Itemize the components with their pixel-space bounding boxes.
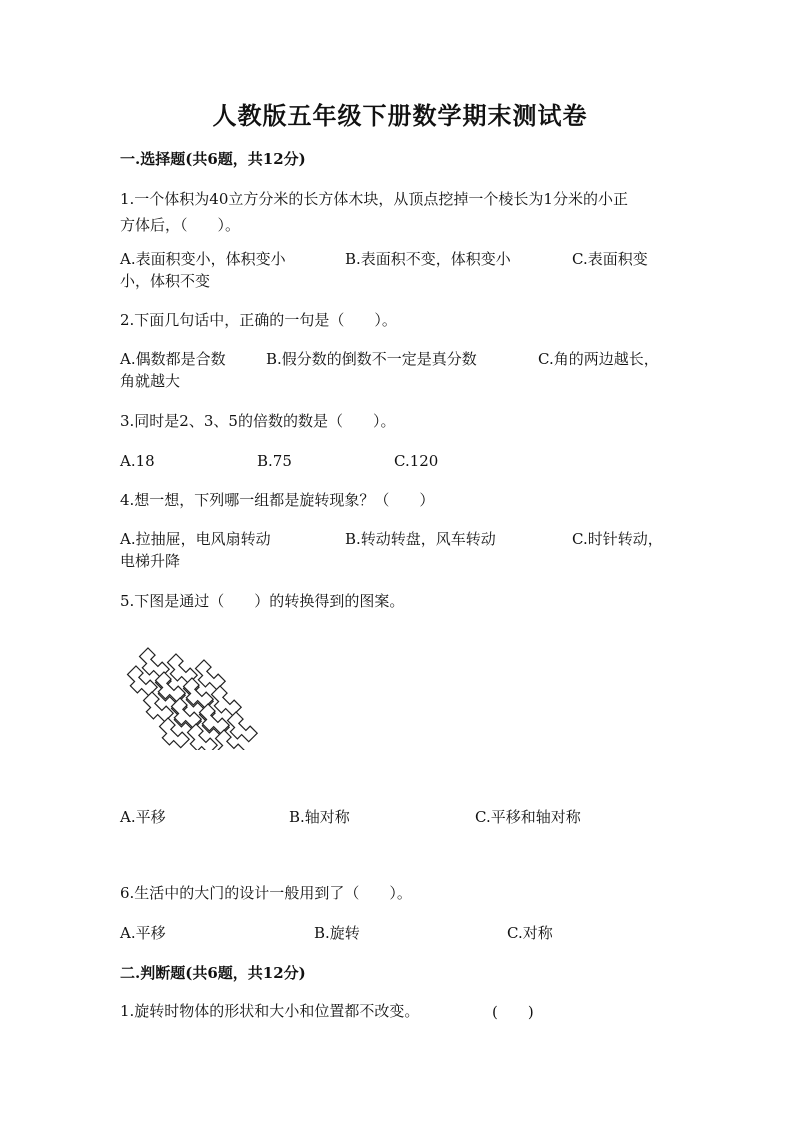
question-6: 6.生活中的大门的设计一般用到了（ ）。 — [120, 884, 412, 902]
answer-blank: ( ) — [492, 1003, 534, 1021]
pattern-tile — [223, 712, 257, 746]
section-heading-choice: 一.选择题(共6题，共12分) — [120, 150, 306, 168]
q1-option-c-cont: 小，体积不变 — [120, 272, 211, 290]
q3-option-a: A.18 — [120, 452, 155, 470]
question-2: 2.下面几句话中，正确的一句是（ ）。 — [120, 311, 397, 329]
tile-pattern-figure — [118, 640, 268, 750]
q5-option-b: B.轴对称 — [289, 808, 350, 826]
question-4: 4.想一想，下列哪一组都是旋转现象？（ ） — [120, 491, 435, 509]
q4-option-c: C.时针转动， — [572, 530, 663, 548]
tile-pattern — [123, 648, 257, 750]
question-1 — [120, 186, 680, 238]
question-3: 3.同时是2、3、5的倍数的数是（ ）。 — [120, 412, 396, 430]
q1-option-a: A.表面积变小，体积变小 — [120, 250, 286, 268]
q2-option-c: C.角的两边越长， — [538, 350, 659, 368]
question-1-line1: 1.一个体积为40立方分米的长方体木块，从顶点挖掉一个棱长为1分米的小正 — [120, 190, 628, 208]
q6-option-b: B.旋转 — [314, 924, 360, 942]
section-heading-judgement: 二.判断题(共6题，共12分) — [120, 964, 306, 982]
q4-option-a: A.拉抽屉，电风扇转动 — [120, 530, 271, 548]
q2-option-b: B.假分数的倒数不一定是真分数 — [266, 350, 477, 368]
q5-option-a: A.平移 — [120, 808, 166, 826]
q3-option-b: B.75 — [257, 452, 292, 470]
q2-option-a: A.偶数都是合数 — [120, 350, 226, 368]
q6-option-c: C.对称 — [507, 924, 553, 942]
judgement-question-1: 1.旋转时物体的形状和大小和位置都不改变。 — [120, 1002, 420, 1020]
page-title: 人教版五年级下册数学期末测试卷 — [212, 101, 588, 130]
q4-option-b: B.转动转盘，风车转动 — [345, 530, 496, 548]
q1-option-c: C.表面积变 — [572, 250, 648, 268]
q4-option-c-cont: 电梯升降 — [120, 552, 181, 570]
q2-option-c-cont: 角就越大 — [120, 372, 181, 390]
q1-option-b: B.表面积不变，体积变小 — [345, 250, 511, 268]
question-5: 5.下图是通过（ ）的转换得到的图案。 — [120, 592, 405, 610]
question-1-line2: 方体后，（ ）。 — [120, 216, 241, 234]
q5-option-c: C.平移和轴对称 — [475, 808, 581, 826]
q3-option-c: C.120 — [394, 452, 439, 470]
q6-option-a: A.平移 — [120, 924, 166, 942]
